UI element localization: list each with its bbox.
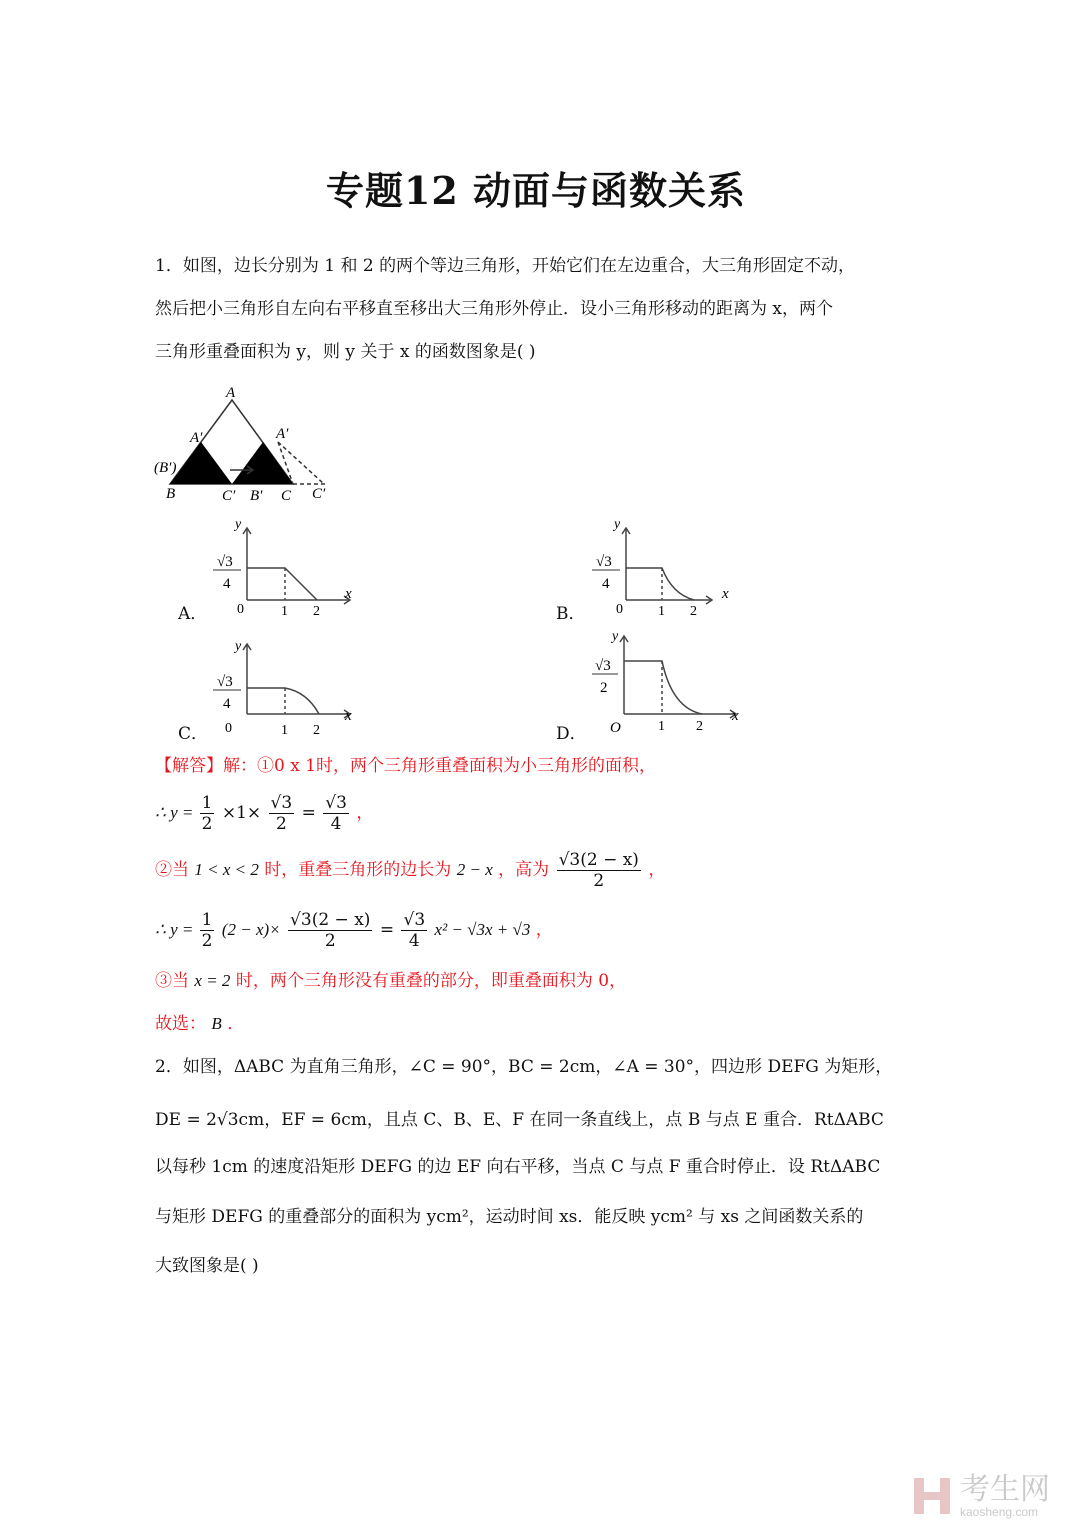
option-D-label[interactable]: D． xyxy=(556,724,587,744)
svg-text:2: 2 xyxy=(696,719,703,734)
svg-text:√3: √3 xyxy=(217,554,233,570)
svg-text:0: 0 xyxy=(237,602,244,617)
svg-text:2: 2 xyxy=(313,604,320,618)
svg-text:√3: √3 xyxy=(595,658,611,674)
watermark xyxy=(910,1474,1050,1518)
svg-text:1: 1 xyxy=(281,723,288,738)
answer-line-3: ②当 1 < x < 2 时，重叠三角形的边长为 2 − x ，高为 $\frac{√3(2 - x)}{2}$ ， xyxy=(155,850,666,891)
svg-text:4: 4 xyxy=(602,576,610,592)
svg-text:y: y xyxy=(614,518,621,532)
svg-text:2: 2 xyxy=(690,604,697,618)
svg-text:y: y xyxy=(235,518,242,532)
graph-option-C[interactable] xyxy=(205,638,365,738)
q2-line-5: 大致图象是( ) xyxy=(155,1256,259,1276)
graph-option-D[interactable] xyxy=(584,628,749,738)
q2-line-4: 与矩形 DEFG 的重叠部分的面积为 ycm²，运动时间 xs．能反映 ycm² 与 xs 之间函数关系的 xyxy=(155,1207,864,1227)
watermark-url: kaosheng.com xyxy=(960,1505,1039,1519)
svg-text:1: 1 xyxy=(658,604,665,618)
q2-line-3: 以每秒 1cm 的速度沿矩形 DEFG 的边 EF 向右平移，当点 C 与点 F 重合时停止．设 RtΔABC xyxy=(155,1157,881,1177)
option-C-label[interactable]: C． xyxy=(178,724,209,744)
label-C-prime-right: C′ xyxy=(312,486,326,502)
answer-head: 【解答】解：①0 x 1时，两个三角形重叠面积为小三角形的面积， xyxy=(155,756,657,776)
label-A: A xyxy=(226,385,236,401)
svg-text:x: x xyxy=(345,586,352,602)
label-C: C xyxy=(281,488,292,504)
svg-text:√3: √3 xyxy=(596,554,612,570)
svg-text:O: O xyxy=(610,720,621,736)
graph-option-B[interactable] xyxy=(584,518,744,618)
svg-text:4: 4 xyxy=(223,696,231,712)
option-A-label[interactable]: A． xyxy=(178,604,208,624)
q2-line-1: 2．如图，ΔABC 为直角三角形，∠C = 90°，BC = 2cm，∠A = 30°，四边形 DEFG 为矩形， xyxy=(155,1057,893,1077)
watermark-logo-icon xyxy=(910,1474,954,1518)
svg-text:x: x xyxy=(722,586,729,602)
svg-text:1: 1 xyxy=(281,604,288,618)
svg-text:0: 0 xyxy=(616,602,623,617)
svg-text:2: 2 xyxy=(313,723,320,738)
svg-text:y: y xyxy=(612,629,619,644)
answer-line-5: ③当 x = 2 时，两个三角形没有重叠的部分，即重叠面积为 0， xyxy=(155,971,627,991)
svg-text:4: 4 xyxy=(223,576,231,592)
svg-text:0: 0 xyxy=(225,721,232,736)
q1-triangle-figure xyxy=(150,380,350,505)
answer-line-2: ∴ y = $\frac{1}{2}$ ×1× $\frac{√3}{2}$ = $\frac{√3}{4}$ ， xyxy=(155,793,374,834)
svg-text:y: y xyxy=(235,639,242,654)
answer-line-6: 故选： B ． xyxy=(155,1014,245,1034)
q1-line-3: 三角形重叠面积为 y，则 y 关于 x 的函数图象是( ) xyxy=(155,342,536,362)
label-B-prime: B′ xyxy=(250,488,263,504)
label-B: B xyxy=(166,486,176,502)
label-B-prime-paren: (B′) xyxy=(154,460,177,476)
option-B-label[interactable]: B． xyxy=(556,604,586,624)
svg-text:√3: √3 xyxy=(217,674,233,690)
label-C-prime: C′ xyxy=(222,488,236,504)
q1-line-1: 1．如图，边长分别为 1 和 2 的两个等边三角形，开始它们在左边重合，大三角形固定不动， xyxy=(155,256,856,276)
label-A-prime-right: A′ xyxy=(276,426,289,442)
page-title: 专题12 动面与函数关系 xyxy=(325,168,747,213)
svg-text:1: 1 xyxy=(658,719,665,734)
graph-option-A[interactable] xyxy=(205,518,365,618)
q2-line-2: DE = 2√3cm，EF = 6cm，且点 C、B、E、F 在同一条直线上，点 B 与点 E 重合．RtΔABC xyxy=(155,1110,884,1130)
svg-text:2: 2 xyxy=(600,680,608,696)
watermark-brand: 考生网 xyxy=(960,1473,1050,1506)
svg-text:x: x xyxy=(345,708,352,724)
label-A-prime-left: A′ xyxy=(190,430,203,446)
answer-line-4: ∴ y = $\frac{1}{2}$ (2 − x)× $\frac{√3(2 - x)}{2}$ = $\frac{√3}{4}$ x² − √3x + √3 ， xyxy=(155,910,553,951)
q1-line-2: 然后把小三角形自左向右平移直至移出大三角形外停止．设小三角形移动的距离为 x，两个 xyxy=(155,299,833,319)
svg-text:x: x xyxy=(732,708,739,724)
